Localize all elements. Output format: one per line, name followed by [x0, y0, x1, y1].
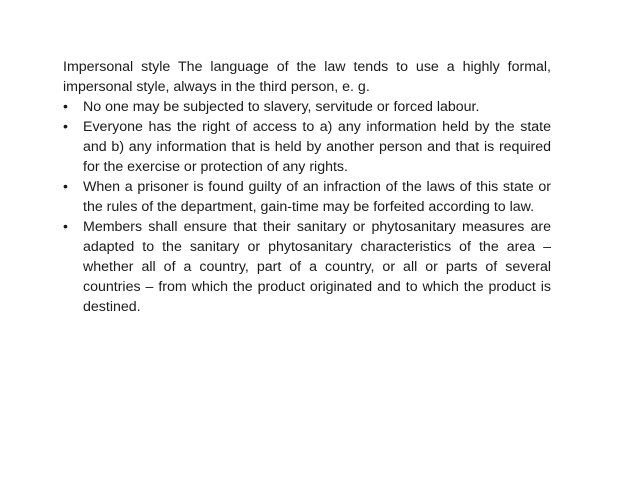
slide-content: [63, 57, 551, 317]
bullet-item-1: [63, 97, 551, 117]
intro-paragraph: Impersonal style The language of the law tends to use a highly formal, impersonal style, always in the third person, e. g.: [63, 59, 551, 95]
bullet-list: [63, 97, 551, 317]
bullet-text: Members shall ensure that their sanitary or phytosanitary measures are adapted to the sanitary or phytosanitary characteristics of the area – whether all of a country, part of a country, or all or parts of several countries – from which the product originated and to which the product is destined.: [83, 219, 551, 315]
bullet-text: Everyone has the right of access to a) any information held by the state and b) any information that is held by another person and that is required for the exercise or protection of any rights.: [83, 119, 551, 175]
bullet-icon: •: [63, 179, 68, 195]
bullet-icon: •: [63, 219, 68, 235]
bullet-text: No one may be subjected to slavery, servitude or forced labour.: [83, 99, 480, 115]
bullet-icon: •: [63, 99, 68, 115]
bullet-item-3: [63, 177, 551, 217]
bullet-text: When a prisoner is found guilty of an infraction of the laws of this state or the rules of the department, gain-time may be forfeited according to law.: [83, 179, 551, 215]
bullet-item-2: [63, 117, 551, 177]
bullet-icon: •: [63, 119, 68, 135]
bullet-item-4: [63, 217, 551, 317]
